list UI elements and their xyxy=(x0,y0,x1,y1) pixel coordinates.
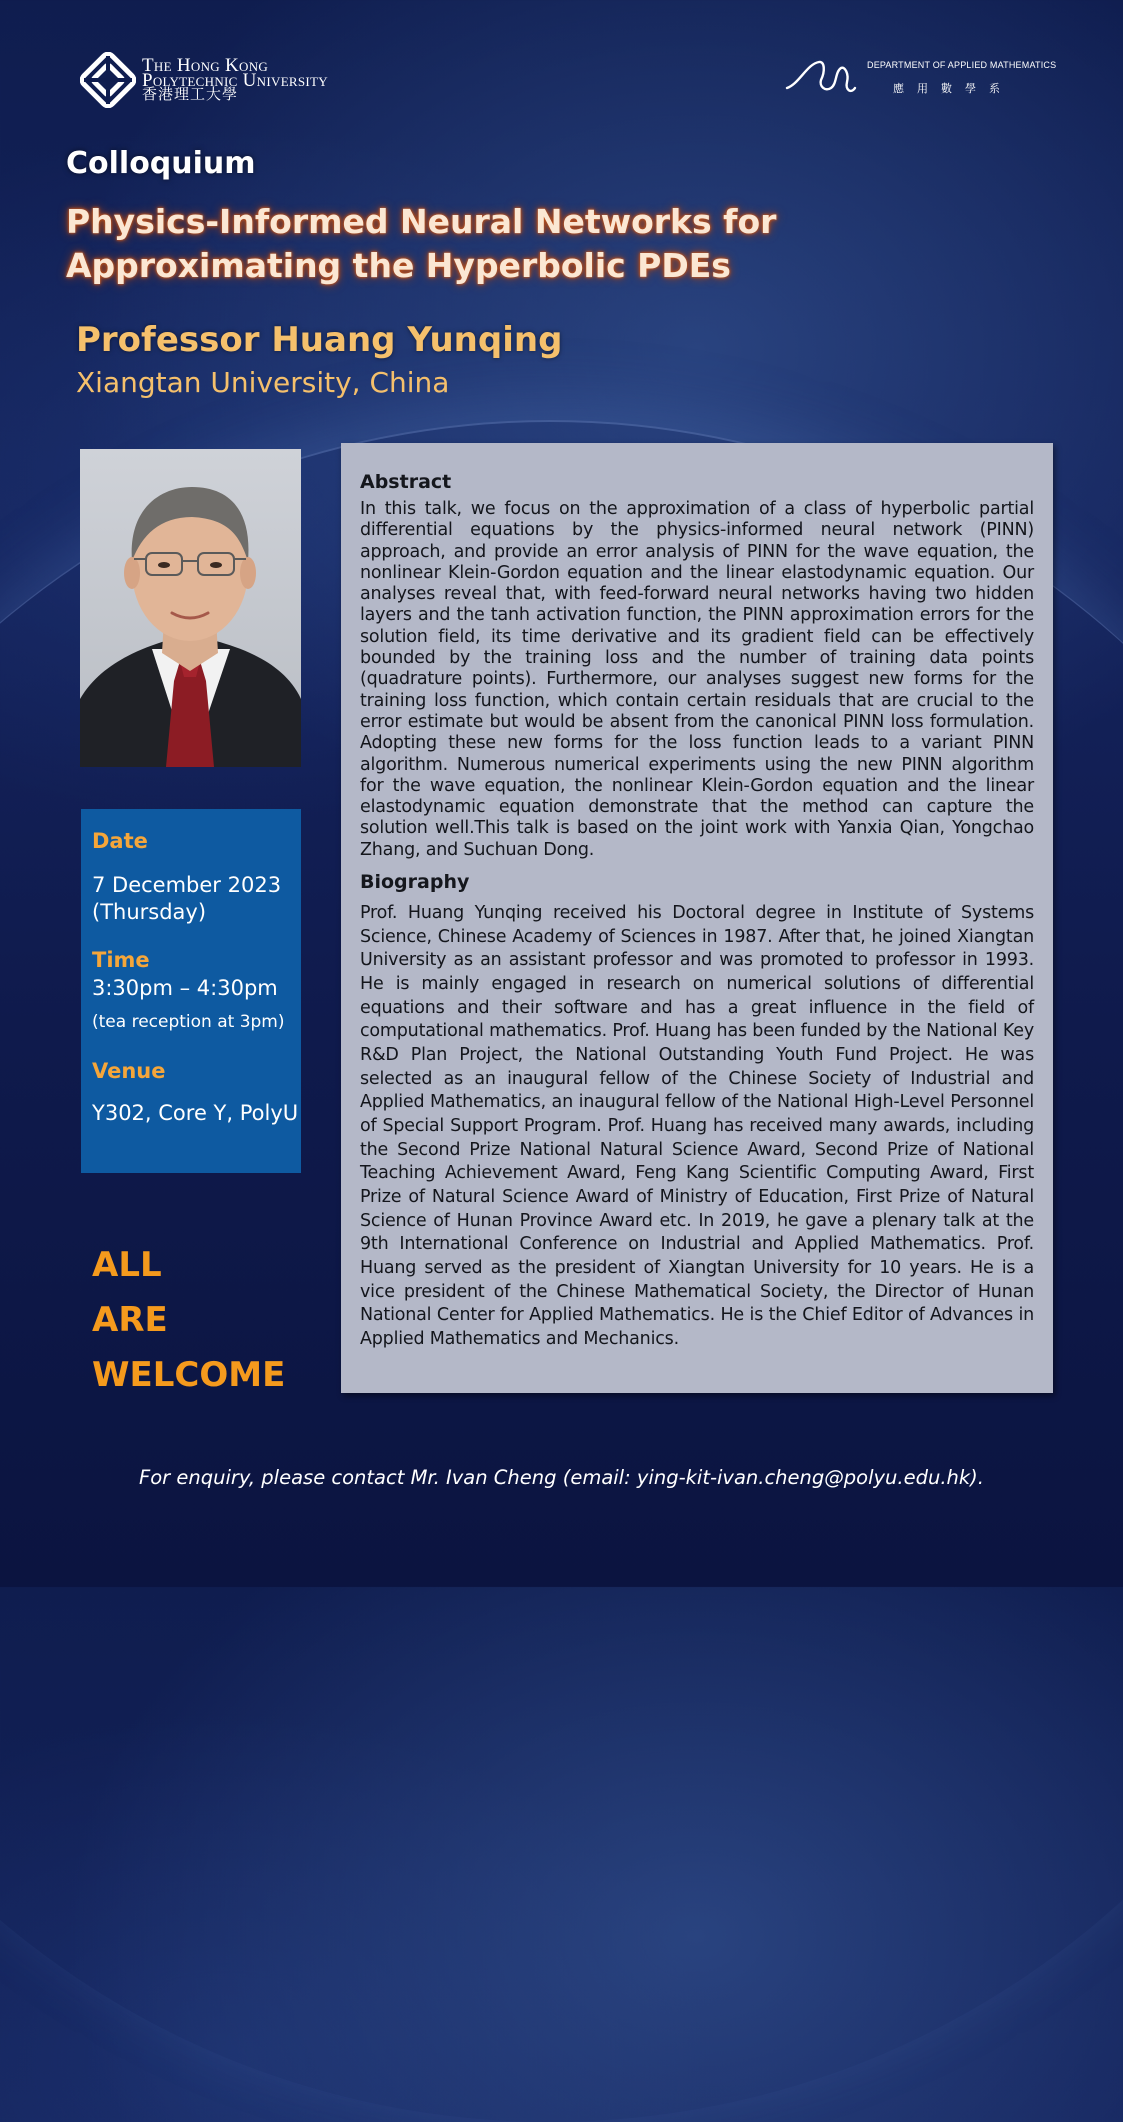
date-day: (Thursday) xyxy=(92,900,207,924)
event-details-box xyxy=(81,809,301,1173)
enquiry-contact: For enquiry, please contact Mr. Ivan Cheng (email: ying-kit-ivan.cheng@polyu.edu.hk). xyxy=(138,1466,984,1489)
speaker-photo xyxy=(80,449,301,767)
department-name-chinese: 應用數學系 xyxy=(893,83,1013,95)
welcome-line1: ALL xyxy=(92,1245,162,1285)
abstract-heading: Abstract xyxy=(360,471,452,493)
biography-heading: Biography xyxy=(360,871,470,893)
welcome-line3: WELCOME xyxy=(92,1355,286,1395)
abstract-biography-panel xyxy=(341,443,1053,1393)
polyu-logo[interactable] xyxy=(80,52,328,108)
venue-label: Venue xyxy=(92,1059,166,1083)
department-name: DEPARTMENT OF APPLIED MATHEMATICS xyxy=(867,60,1057,70)
university-name-line2: Polytechnic University xyxy=(142,69,328,91)
talk-title xyxy=(66,200,866,288)
talk-title-line2: Approximating the Hyperbolic PDEs xyxy=(66,246,731,285)
department-logo[interactable] xyxy=(785,58,1056,98)
time-value: 3:30pm – 4:30pm xyxy=(92,976,278,1000)
welcome-message xyxy=(92,1238,285,1403)
speaker-name: Professor Huang Yunqing xyxy=(76,320,563,360)
university-name-line1: The Hong Kong xyxy=(142,54,269,76)
welcome-line2: ARE xyxy=(92,1300,168,1340)
venue-value: Y302, Core Y, PolyU xyxy=(92,1101,299,1125)
university-name-chinese: 香港理工大學 xyxy=(142,86,239,103)
applied-math-logo-icon xyxy=(785,58,857,98)
date-label: Date xyxy=(92,829,148,853)
talk-title-line1: Physics-Informed Neural Networks for xyxy=(66,202,777,241)
series-label: Colloquium xyxy=(66,146,256,181)
polyu-logo-icon xyxy=(80,52,136,108)
time-label: Time xyxy=(92,948,150,972)
time-note: (tea reception at 3pm) xyxy=(92,1012,285,1032)
abstract-text: In this talk, we focus on the approximation of a class of hyperbolic partial differential equations by the physics-informed neural network (PINN) approach, and provide an error analysis of PINN for the wave equation, the nonlinear Klein-Gordon equation and the linear elastodynamic equation. Our analyses reveal that, with feed-forward neural networks having two hidden layers and the tanh activation function, the PINN approximation errors for the solution field, its time derivative and its gradient field can be effectively bounded by the training loss and the number of training data points (quadrature points). Furthermore, our analyses suggest new forms for the training loss function, which contain certain residuals that are crucial to the error estimate but would be absent from the canonical PINN loss formulation. Adopting these new forms for the loss function leads to a variant PINN algorithm. Numerous numerical experiments using the new PINN algorithm for the wave equation, the nonlinear Klein-Gordon equation and the linear elastodynamic equation demonstrate that the method can capture the solution well.This talk is based on the joint work with Yanxia Qian, Yongchao Zhang, and Suchuan Dong. xyxy=(360,499,1034,860)
date-value: 7 December 2023 xyxy=(92,873,282,897)
speaker-affiliation: Xiangtan University, China xyxy=(76,366,450,399)
biography-text: Prof. Huang Yunqing received his Doctoral degree in Institute of Systems Science, Chinese Academy of Sciences in 1987. After that, he joined Xiangtan University as an assistant professor and was promoted to professor in 1993. He is mainly engaged in research on numerical solutions of differential equations and their software and has a great influence in the field of computational mathematics. Prof. Huang has been funded by the National Key R&D Plan Project, the National Outstanding Youth Fund Project. He was selected as an inaugural fellow of the Chinese Society of Industrial and Applied Mathematics, an inaugural fellow of the National High-Level Personnel of Special Support Program. Prof. Huang has received many awards, including the Second Prize National Natural Science Award, Second Prize of National Teaching Achievement Award, Feng Kang Scientific Computing Award, First Prize of Natural Science Award of Ministry of Education, First Prize of Natural Science of Hunan Province Award etc. In 2019, he gave a plenary talk at the 9th International Conference on Industrial and Applied Mathematics. Prof. Huang served as the president of Xiangtan University for 10 years. He is a vice president of the Chinese Mathematical Society, the Director of Hunan National Center for Applied Mathematics. He is the Chief Editor of Advances in Applied Mathematics and Mechanics. xyxy=(360,903,1034,1349)
